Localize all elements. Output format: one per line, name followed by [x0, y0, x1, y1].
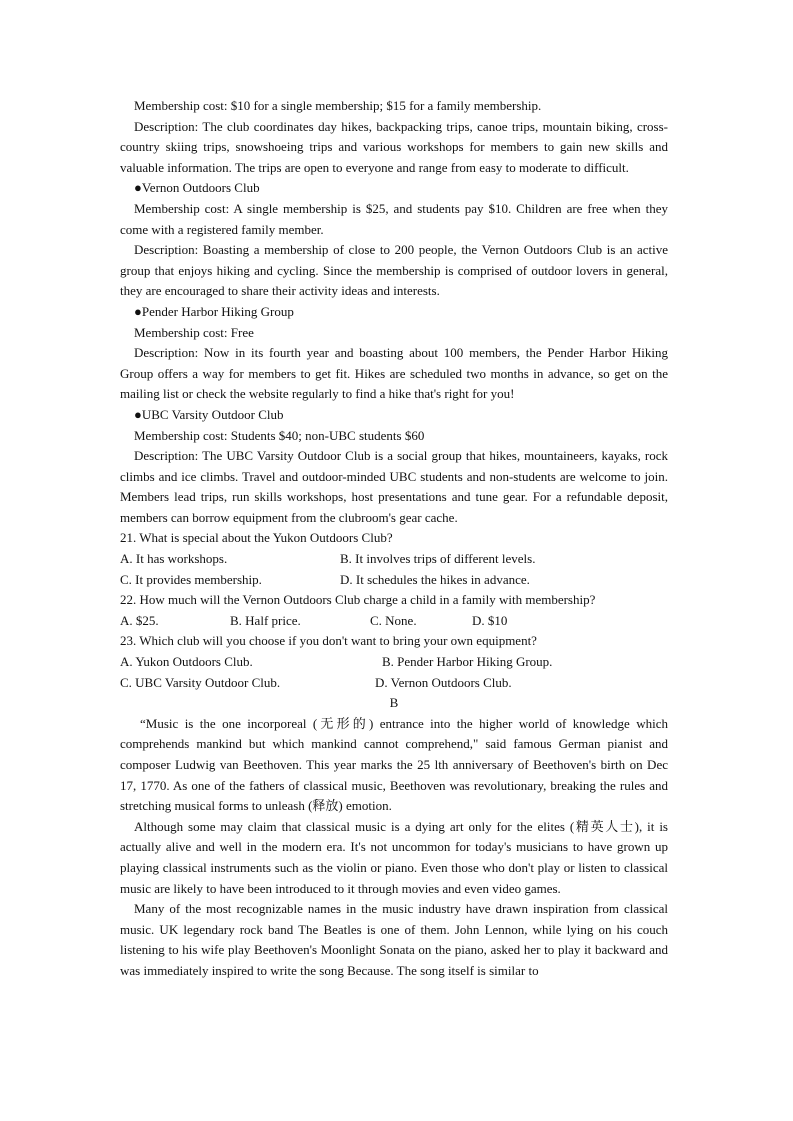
option-21-a: A. It has workshops. — [120, 551, 228, 567]
question-21-options-row2 — [120, 570, 668, 591]
option-23-b: B. Pender Harbor Hiking Group. — [382, 654, 553, 670]
option-22-c: C. None. — [370, 612, 417, 628]
vernon-club-heading: ●Vernon Outdoors Club — [134, 180, 260, 196]
passage-b-paragraph-2: Although some may claim that classical music is a dying art only for the elites (精英人士), it is actually alive and well in the modern era. It's not uncommon for today's musicians to have grown up playing classical instruments such as the violin or piano. Even those who don't play or listen to classical music are likely to have been introduced to it through movies and even video games. — [120, 818, 668, 896]
question-23-options-row2 — [120, 673, 668, 694]
passage-b-paragraph-3: Many of the most recognizable names in the music industry have drawn inspiration from classical music. UK legendary rock band The Beatles is one of them. John Lennon, while lying on his couch listening to his wife play Beethoven's Moonlight Sonata on the piano, asked her to play it backward and was immediately inspired to write the song Because. The song itself is similar to — [120, 901, 668, 978]
option-21-b: B. It involves trips of different levels. — [340, 551, 536, 567]
pender-club-heading: ●Pender Harbor Hiking Group — [134, 303, 294, 319]
document-page — [120, 96, 668, 982]
option-21-d: D. It schedules the hikes in advance. — [340, 571, 530, 587]
question-23-stem: 23. Which club will you choose if you don't want to bring your own equipment? — [120, 633, 537, 649]
ubc-description: Description: The UBC Varsity Outdoor Club is a social group that hikes, mountaineers, kayaks, rock climbs and ice climbs. Travel and outdoor-minded UBC students and non-students are welcome to join. Members lead trips, run skills workshops, host presentations and tune gear. For a refundable deposit, members can borrow equipment from the clubroom's gear cache. — [120, 448, 668, 525]
question-21-stem: 21. What is special about the Yukon Outdoors Club? — [120, 530, 393, 546]
option-22-b: B. Half price. — [230, 612, 301, 628]
yukon-description: Description: The club coordinates day hikes, backpacking trips, canoe trips, mountain biking, cross-country skiing trips, snowshoeing trips and various workshops for members to gain new skills and valuable information. The trips are open to everyone and range from easy to moderate to difficult. — [120, 118, 668, 175]
ubc-club-heading: ●UBC Varsity Outdoor Club — [134, 406, 284, 422]
option-23-a: A. Yukon Outdoors Club. — [120, 654, 253, 670]
question-21-options-row1 — [120, 549, 668, 570]
question-23-options-row1 — [120, 652, 668, 673]
vernon-description: Description: Boasting a membership of close to 200 people, the Vernon Outdoors Club is an active group that enjoys hiking and cycling. Since the membership is comprised of outdoor lovers in general, they are encouraged to share their activity ideas and interests. — [120, 242, 668, 299]
question-22-options — [120, 611, 668, 632]
vernon-cost: Membership cost: A single membership is $25, and students pay $10. Children are free when they come with a registered family member. — [120, 200, 668, 237]
option-22-a: A. $25. — [120, 612, 159, 628]
section-b-heading: B — [389, 695, 399, 711]
pender-description: Description: Now in its fourth year and boasting about 100 members, the Pender Harbor Hiking Group offers a way for members to get fit. Hikes are scheduled two months in advance, so get on the mailing list or check the website regularly to find a hike that's right for you! — [120, 345, 668, 402]
option-22-d: D. $10 — [472, 612, 508, 628]
option-23-c: C. UBC Varsity Outdoor Club. — [120, 674, 281, 690]
question-22-stem: 22. How much will the Vernon Outdoors Club charge a child in a family with membership? — [120, 592, 596, 608]
option-21-c: C. It provides membership. — [120, 571, 262, 587]
pender-cost: Membership cost: Free — [134, 324, 254, 340]
passage-b-paragraph-1: “Music is the one incorporeal (无形的) entrance into the higher world of knowledge which comprehends mankind but which mankind cannot comprehend," said famous German pianist and composer Ludwig van Beethoven. This year marks the 25 lth anniversary of Beethoven's birth on Dec 17, 1770. As one of the fathers of classical music, Beethoven was revolutionary, breaking the rules and stretching musical forms to unleash (释放) emotion. — [120, 715, 668, 814]
yukon-cost: Membership cost: $10 for a single membership; $15 for a family membership. — [134, 98, 542, 113]
option-23-d: D. Vernon Outdoors Club. — [375, 674, 512, 690]
ubc-cost: Membership cost: Students $40; non-UBC students $60 — [134, 427, 425, 443]
